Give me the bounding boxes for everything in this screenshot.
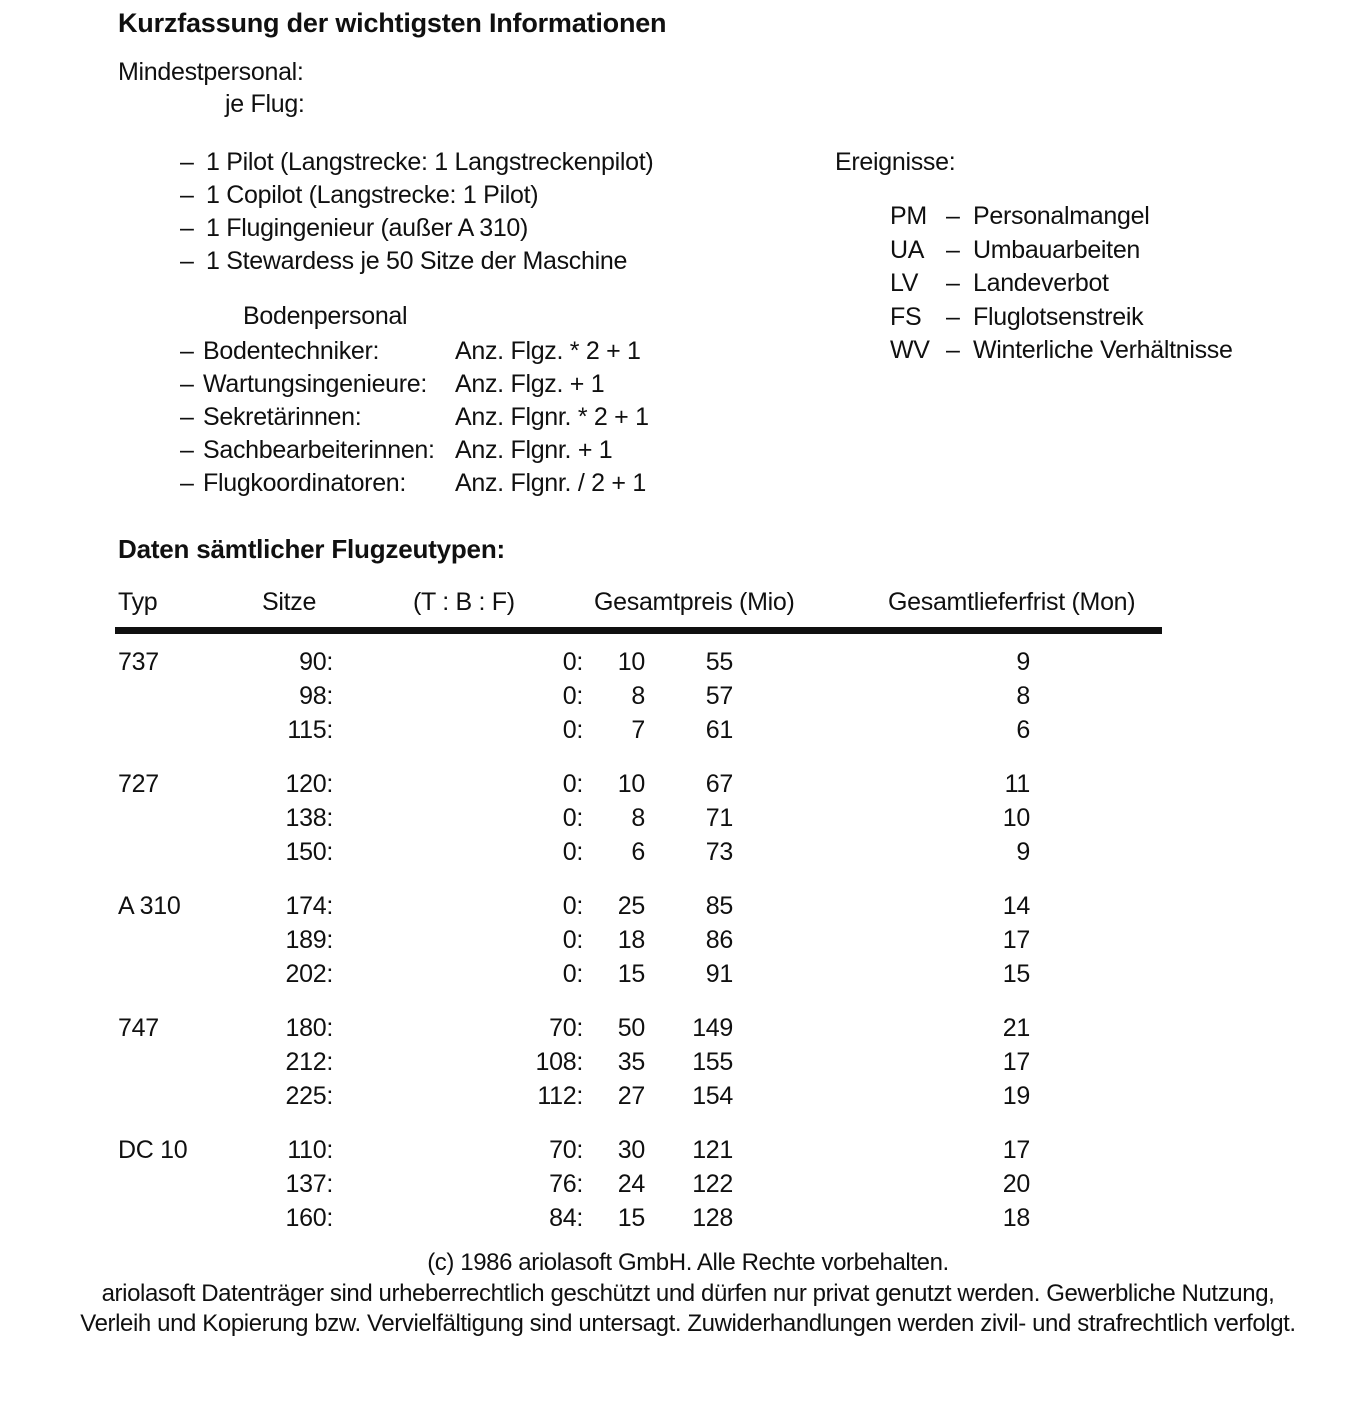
cell-tbf-t: 70: [549, 1136, 583, 1164]
cell-tbf-t: 0: [562, 804, 583, 832]
cell-typ [118, 926, 263, 960]
cell-tbf [333, 1014, 645, 1048]
page-title: Kurzfassung der wichtigsten Informationen [118, 8, 667, 38]
table-row [118, 770, 1030, 804]
dash-bullet: – [946, 269, 960, 297]
cell-sitze: 137: [285, 1170, 333, 1198]
per-flight-item [180, 212, 653, 245]
cell-tbf-t: 0: [562, 770, 583, 798]
cell-tbf [333, 838, 645, 872]
footer-legal-line-1: ariolasoft Datenträger sind urheberrechtlich geschützt und dürfen nur privat genutzt werden. Gewerbliche Nutzung, [101, 1279, 1275, 1307]
cell-tbf [333, 716, 645, 750]
ground-role-label: Bodentechniker: [203, 337, 380, 365]
cell-tbf-b: 25 [617, 892, 645, 920]
table-row [118, 1014, 1030, 1048]
ground-staff-list [180, 335, 649, 500]
ereignisse-heading: Ereignisse: [835, 148, 956, 176]
cell-gesamtpreis: 57 [705, 682, 733, 710]
ground-staff-row [180, 368, 649, 401]
ground-formula: Anz. Flgnr. * 2 + 1 [455, 403, 649, 431]
cell-gesamtpreis: 67 [705, 770, 733, 798]
table-row [118, 648, 1030, 682]
per-flight-item [180, 179, 653, 212]
dash-bullet: – [946, 235, 960, 264]
dash-bullet: – [180, 148, 194, 176]
dash-bullet: – [946, 302, 960, 331]
event-abbr: WV [890, 336, 930, 364]
cell-tbf-t: 0: [562, 960, 583, 988]
cell-sitze: 160: [285, 1204, 333, 1232]
cell-tbf-t: 0: [562, 648, 583, 676]
cell-sitze: 225: [285, 1082, 333, 1110]
cell-tbf-b: 15 [617, 960, 645, 988]
cell-tbf-t: 0: [562, 716, 583, 744]
cell-tbf-t: 0: [562, 682, 583, 710]
cell-sitze: 98: [299, 682, 333, 710]
table-row [118, 1048, 1030, 1082]
cell-gesamtpreis: 154 [692, 1082, 733, 1110]
cell-gesamtpreis: 73 [705, 838, 733, 866]
cell-typ [118, 1170, 263, 1204]
cell-gesamtlieferfrist: 15 [1002, 960, 1030, 988]
cell-sitze: 202: [285, 960, 333, 988]
cell-typ [118, 804, 263, 838]
cell-tbf-t: 108: [535, 1048, 583, 1076]
cell-tbf-b: 27 [617, 1082, 645, 1110]
table-row [118, 716, 1030, 750]
cell-tbf [333, 804, 645, 838]
cell-gesamtpreis: 55 [705, 648, 733, 676]
cell-gesamtpreis: 71 [705, 804, 733, 832]
cell-tbf-b: 6 [631, 838, 645, 866]
cell-gesamtlieferfrist: 17 [1002, 1048, 1030, 1076]
cell-tbf-t: 0: [562, 892, 583, 920]
cell-gesamtpreis: 128 [692, 1204, 733, 1232]
dash-bullet: – [180, 403, 194, 431]
per-flight-list [180, 146, 653, 278]
cell-sitze: 138: [285, 804, 333, 832]
cell-gesamtlieferfrist: 9 [1016, 838, 1030, 866]
cell-sitze: 189: [285, 926, 333, 954]
cell-tbf-b: 10 [617, 770, 645, 798]
cell-gesamtlieferfrist: 6 [1016, 716, 1030, 744]
table-row [118, 960, 1030, 994]
cell-gesamtpreis: 86 [705, 926, 733, 954]
dash-bullet: – [180, 436, 194, 464]
event-row [890, 234, 1233, 268]
cell-tbf-t: 70: [549, 1014, 583, 1042]
cell-tbf-b: 8 [631, 804, 645, 832]
ground-role-label: Sekretärinnen: [203, 403, 362, 431]
cell-gesamtlieferfrist: 8 [1016, 682, 1030, 710]
cell-gesamtlieferfrist: 18 [1002, 1204, 1030, 1232]
cell-tbf-t: 112: [537, 1082, 583, 1110]
cell-tbf-b: 24 [617, 1170, 645, 1198]
table-row [118, 1170, 1030, 1204]
cell-gesamtlieferfrist: 14 [1002, 892, 1030, 920]
table-row [118, 926, 1030, 960]
table-row [118, 892, 1030, 926]
cell-gesamtlieferfrist: 17 [1002, 1136, 1030, 1164]
cell-gesamtlieferfrist: 10 [1002, 804, 1030, 832]
ground-role-label: Flugkoordinatoren: [203, 469, 407, 497]
cell-sitze: 90: [299, 648, 333, 676]
event-abbr: LV [890, 269, 919, 297]
dash-bullet: – [946, 336, 960, 364]
per-flight-text: 1 Pilot (Langstrecke: 1 Langstreckenpilot) [206, 148, 654, 176]
cell-tbf [333, 892, 645, 926]
cell-sitze: 150: [285, 838, 333, 866]
cell-tbf-b: 8 [631, 682, 645, 710]
cell-sitze: 115: [287, 716, 333, 744]
column-header-gesamtpreis: Gesamtpreis (Mio) [594, 588, 795, 616]
cell-gesamtpreis: 149 [692, 1014, 733, 1042]
cell-gesamtpreis: 61 [705, 716, 733, 744]
cell-tbf-b: 50 [617, 1014, 645, 1042]
event-label: Landeverbot [973, 269, 1109, 297]
ground-formula: Anz. Flgz. + 1 [455, 370, 605, 398]
dash-bullet: – [180, 370, 194, 398]
dash-bullet: – [180, 337, 194, 365]
event-row [890, 334, 1233, 368]
column-header-typ: Typ [118, 588, 158, 616]
mindestpersonal-heading: Mindestpersonal: [118, 58, 304, 86]
cell-typ: 747 [118, 1014, 159, 1042]
cell-typ [118, 716, 263, 750]
cell-tbf-b: 35 [617, 1048, 645, 1076]
cell-tbf-t: 0: [562, 838, 583, 866]
table-row [118, 838, 1030, 872]
per-flight-item [180, 245, 653, 278]
cell-tbf-b: 15 [617, 1204, 645, 1232]
cell-gesamtlieferfrist: 9 [1016, 648, 1030, 676]
ground-staff-row [180, 335, 649, 368]
cell-tbf [333, 1136, 645, 1170]
cell-tbf-b: 30 [617, 1136, 645, 1164]
cell-gesamtlieferfrist: 17 [1002, 926, 1030, 954]
per-flight-text: 1 Flugingenieur (außer A 310) [206, 214, 529, 242]
cell-typ: DC 10 [118, 1136, 188, 1164]
dash-bullet: – [180, 469, 194, 497]
cell-tbf [333, 926, 645, 960]
dash-bullet: – [946, 202, 960, 230]
cell-typ [118, 960, 263, 994]
footer [25, 1248, 1351, 1340]
cell-sitze: 120: [285, 770, 333, 798]
per-flight-text: 1 Stewardess je 50 Sitze der Maschine [206, 247, 628, 275]
cell-tbf [333, 770, 645, 804]
cell-tbf-t: 84: [549, 1204, 583, 1232]
table-row [118, 1082, 1030, 1116]
per-flight-text: 1 Copilot (Langstrecke: 1 Pilot) [206, 181, 539, 209]
column-header-tbf: (T : B : F) [413, 588, 515, 616]
events-list [890, 200, 1233, 368]
cell-sitze: 174: [285, 892, 333, 920]
event-abbr: FS [890, 302, 922, 331]
cell-tbf [333, 648, 645, 682]
cell-gesamtpreis: 91 [705, 960, 733, 988]
cell-typ [118, 1048, 263, 1082]
cell-typ: A 310 [118, 892, 181, 920]
cell-typ [118, 1204, 263, 1238]
footer-copyright-line: (c) 1986 ariolasoft GmbH. Alle Rechte vorbehalten. [427, 1249, 949, 1276]
column-header-gesamtlieferfrist: Gesamtlieferfrist (Mon) [888, 588, 1136, 616]
cell-gesamtpreis: 121 [692, 1136, 733, 1164]
ground-role-label: Sachbearbeiterinnen: [203, 436, 435, 464]
cell-tbf-b: 18 [617, 926, 645, 954]
ground-formula: Anz. Flgnr. + 1 [455, 436, 613, 464]
cell-tbf [333, 1048, 645, 1082]
table-header-rule [115, 627, 1162, 634]
cell-gesamtlieferfrist: 20 [1002, 1170, 1030, 1198]
event-row [890, 301, 1233, 335]
footer-legal-line-2: Verleih und Kopierung bzw. Vervielfältigung sind untersagt. Zuwiderhandlungen werden zivil- und strafrechtlich verfolgt. [80, 1310, 1296, 1337]
cell-typ [118, 838, 263, 872]
cell-tbf-t: 0: [562, 926, 583, 954]
ground-staff-row [180, 467, 649, 500]
cell-gesamtlieferfrist: 21 [1002, 1014, 1030, 1042]
cell-gesamtpreis: 155 [692, 1048, 733, 1076]
cell-typ: 737 [118, 648, 159, 676]
cell-sitze: 212: [285, 1048, 333, 1076]
dash-bullet: – [180, 181, 194, 209]
cell-sitze: 110: [287, 1136, 333, 1164]
ground-role-label: Wartungsingenieure: [203, 370, 428, 398]
column-header-sitze: Sitze [262, 588, 317, 616]
ground-formula: Anz. Flgnr. / 2 + 1 [455, 469, 646, 497]
table-row [118, 682, 1030, 716]
cell-tbf [333, 1170, 645, 1204]
event-label: Fluglotsenstreik [973, 302, 1144, 331]
event-row [890, 267, 1233, 301]
cell-tbf-t: 76: [549, 1170, 583, 1198]
je-flug-subheading: je Flug: [225, 90, 305, 118]
ground-staff-row [180, 434, 649, 467]
ground-formula: Anz. Flgz. * 2 + 1 [455, 337, 641, 365]
cell-typ [118, 682, 263, 716]
cell-typ [118, 1082, 263, 1116]
cell-typ: 727 [118, 770, 159, 798]
cell-tbf [333, 682, 645, 716]
cell-tbf-b: 7 [631, 716, 645, 744]
event-abbr: PM [890, 202, 927, 230]
dash-bullet: – [180, 247, 194, 275]
aircraft-section-title: Daten sämtlicher Flugzeutypen: [118, 534, 505, 564]
cell-gesamtpreis: 122 [692, 1170, 733, 1198]
dash-bullet: – [180, 214, 194, 242]
event-label: Umbauarbeiten [973, 235, 1141, 264]
per-flight-item [180, 146, 653, 179]
aircraft-table-body [118, 648, 1030, 1238]
table-row [118, 1204, 1030, 1238]
event-label: Personalmangel [973, 202, 1150, 230]
cell-gesamtpreis: 85 [705, 892, 733, 920]
cell-sitze: 180: [285, 1014, 333, 1042]
bodenpersonal-heading: Bodenpersonal [243, 302, 408, 330]
table-row [118, 1136, 1030, 1170]
cell-tbf [333, 1082, 645, 1116]
event-label: Winterliche Verhältnisse [973, 336, 1233, 364]
event-abbr: UA [890, 235, 925, 264]
cell-tbf [333, 960, 645, 994]
cell-tbf [333, 1204, 645, 1238]
event-row [890, 200, 1233, 234]
cell-gesamtlieferfrist: 19 [1002, 1082, 1030, 1110]
table-row [118, 804, 1030, 838]
ground-staff-row [180, 401, 649, 434]
cell-gesamtlieferfrist: 11 [1004, 770, 1030, 798]
cell-tbf-b: 10 [617, 648, 645, 676]
